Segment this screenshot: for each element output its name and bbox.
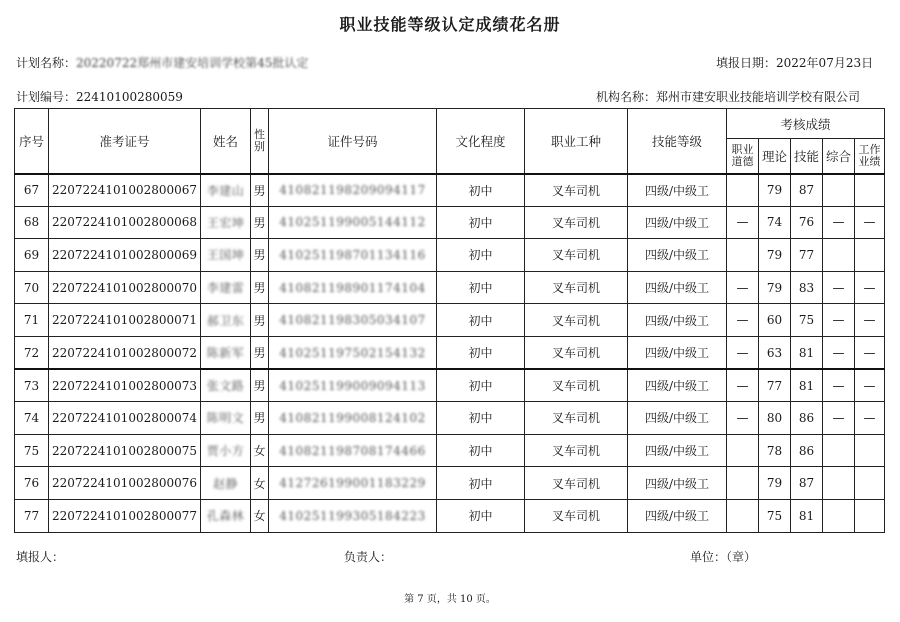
cell-seq: 72 xyxy=(15,336,49,369)
fill-date-value: 2022年07月23日 xyxy=(776,56,874,70)
cell-id-no xyxy=(269,499,437,532)
cell-job: 叉车司机 xyxy=(525,499,628,532)
cell-name-value: 孔森林 xyxy=(206,509,245,524)
cell-theory: 77 xyxy=(759,369,791,402)
filler-label: 填报人： xyxy=(16,550,65,564)
cell-gender: 女 xyxy=(251,499,269,532)
cell-gender: 男 xyxy=(251,206,269,239)
cell-overall: — xyxy=(823,271,855,304)
cell-theory: 79 xyxy=(759,239,791,272)
cell-ethics xyxy=(727,434,759,467)
cell-level: 四级/中级工 xyxy=(628,271,727,304)
page-indicator: 第 7 页，共 10 页。 xyxy=(404,594,496,605)
cell-name xyxy=(201,336,251,369)
col-seq: 序号 xyxy=(15,109,49,174)
cell-overall: — xyxy=(823,369,855,402)
cell-gender: 女 xyxy=(251,434,269,467)
cell-seq: 67 xyxy=(15,174,49,207)
cell-gender: 男 xyxy=(251,271,269,304)
table-row xyxy=(15,174,885,207)
cell-work-performance: — xyxy=(855,369,885,402)
cell-work-performance: — xyxy=(855,206,885,239)
cell-id-no-value: 410821198209094117 xyxy=(279,183,426,198)
cell-education: 初中 xyxy=(437,336,525,369)
cell-exam-no: 2207224101002800072 xyxy=(49,336,201,369)
cell-ethics xyxy=(727,467,759,500)
cell-exam-no: 2207224101002800069 xyxy=(49,239,201,272)
cell-gender: 女 xyxy=(251,467,269,500)
cell-seq: 71 xyxy=(15,304,49,337)
cell-name xyxy=(201,239,251,272)
cell-id-no-value: 410821198901174104 xyxy=(279,280,426,295)
cell-name xyxy=(201,369,251,402)
cell-seq: 70 xyxy=(15,271,49,304)
cell-skill: 76 xyxy=(791,206,823,239)
cell-work-performance xyxy=(855,434,885,467)
cell-name xyxy=(201,174,251,207)
table-row xyxy=(15,206,885,239)
cell-seq: 75 xyxy=(15,434,49,467)
col-name: 姓名 xyxy=(201,109,251,174)
table-row xyxy=(15,467,885,500)
cell-level: 四级/中级工 xyxy=(628,336,727,369)
cell-job: 叉车司机 xyxy=(525,336,628,369)
fill-date-label: 填报日期： xyxy=(716,56,777,70)
cell-name xyxy=(201,271,251,304)
responsible-label: 负责人： xyxy=(344,550,393,564)
table-row xyxy=(15,499,885,532)
cell-level: 四级/中级工 xyxy=(628,434,727,467)
cell-exam-no: 2207224101002800074 xyxy=(49,402,201,435)
cell-skill: 86 xyxy=(791,434,823,467)
cell-job: 叉车司机 xyxy=(525,174,628,207)
cell-skill: 87 xyxy=(791,467,823,500)
col-id-no: 证件号码 xyxy=(269,109,437,174)
cell-theory: 79 xyxy=(759,174,791,207)
cell-skill: 87 xyxy=(791,174,823,207)
cell-exam-no: 2207224101002800067 xyxy=(49,174,201,207)
cell-work-performance: — xyxy=(855,402,885,435)
org-name xyxy=(596,88,860,105)
cell-education: 初中 xyxy=(437,499,525,532)
cell-ethics: — xyxy=(727,369,759,402)
cell-job: 叉车司机 xyxy=(525,206,628,239)
cell-exam-no: 2207224101002800073 xyxy=(49,369,201,402)
plan-no-value: 22410100280059 xyxy=(76,90,183,104)
cell-overall: — xyxy=(823,336,855,369)
cell-seq: 76 xyxy=(15,467,49,500)
cell-education: 初中 xyxy=(437,402,525,435)
cell-level: 四级/中级工 xyxy=(628,239,727,272)
cell-overall xyxy=(823,174,855,207)
col-ethics: 职业道德 xyxy=(727,139,759,174)
cell-id-no xyxy=(269,271,437,304)
cell-exam-no: 2207224101002800077 xyxy=(49,499,201,532)
cell-overall xyxy=(823,467,855,500)
cell-theory: 74 xyxy=(759,206,791,239)
cell-ethics: — xyxy=(727,304,759,337)
cell-education: 初中 xyxy=(437,369,525,402)
cell-education: 初中 xyxy=(437,271,525,304)
cell-work-performance xyxy=(855,174,885,207)
cell-work-performance xyxy=(855,239,885,272)
cell-gender: 男 xyxy=(251,304,269,337)
cell-ethics: — xyxy=(727,402,759,435)
cell-theory: 60 xyxy=(759,304,791,337)
cell-id-no-value: 410251198701134116 xyxy=(279,247,426,262)
table-row xyxy=(15,239,885,272)
score-roster-table xyxy=(14,108,885,533)
cell-exam-no: 2207224101002800076 xyxy=(49,467,201,500)
table-row xyxy=(15,369,885,402)
cell-theory: 63 xyxy=(759,336,791,369)
cell-id-no-value: 412726199001183229 xyxy=(279,476,426,491)
plan-name xyxy=(16,54,308,71)
cell-level: 四级/中级工 xyxy=(628,467,727,500)
cell-exam-no: 2207224101002800071 xyxy=(49,304,201,337)
cell-ethics xyxy=(727,239,759,272)
cell-ethics xyxy=(727,174,759,207)
cell-level: 四级/中级工 xyxy=(628,369,727,402)
cell-ethics: — xyxy=(727,336,759,369)
cell-gender: 男 xyxy=(251,174,269,207)
cell-id-no-value: 410251199005144112 xyxy=(279,215,426,230)
cell-exam-no: 2207224101002800070 xyxy=(49,271,201,304)
col-theory: 理论 xyxy=(759,139,791,174)
cell-level: 四级/中级工 xyxy=(628,499,727,532)
cell-id-no-value: 410251197502154132 xyxy=(279,345,426,360)
cell-id-no-value: 410251199305184223 xyxy=(279,508,426,523)
col-level: 技能等级 xyxy=(628,109,727,174)
cell-theory: 79 xyxy=(759,467,791,500)
cell-name-value: 张文路 xyxy=(206,379,245,394)
cell-id-no xyxy=(269,402,437,435)
cell-skill: 81 xyxy=(791,336,823,369)
cell-work-performance: — xyxy=(855,304,885,337)
cell-overall xyxy=(823,239,855,272)
cell-education: 初中 xyxy=(437,304,525,337)
table-row xyxy=(15,336,885,369)
col-work-performance: 工作业绩 xyxy=(855,139,885,174)
cell-overall: — xyxy=(823,206,855,239)
cell-education: 初中 xyxy=(437,206,525,239)
cell-id-no-value: 410821198305034107 xyxy=(279,313,426,328)
fill-date xyxy=(716,54,873,71)
cell-education: 初中 xyxy=(437,467,525,500)
cell-work-performance xyxy=(855,499,885,532)
cell-education: 初中 xyxy=(437,239,525,272)
plan-name-label: 计划名称： xyxy=(16,56,77,70)
cell-name-value: 郝卫东 xyxy=(206,313,245,328)
cell-id-no xyxy=(269,467,437,500)
cell-ethics: — xyxy=(727,271,759,304)
col-skill: 技能 xyxy=(791,139,823,174)
cell-name xyxy=(201,434,251,467)
cell-gender: 男 xyxy=(251,239,269,272)
cell-name xyxy=(201,402,251,435)
cell-gender: 男 xyxy=(251,336,269,369)
col-education: 文化程度 xyxy=(437,109,525,174)
cell-job: 叉车司机 xyxy=(525,467,628,500)
cell-name-value: 贾小方 xyxy=(206,444,245,459)
cell-work-performance: — xyxy=(855,336,885,369)
cell-id-no-value: 410821198708174466 xyxy=(279,443,426,458)
table-row xyxy=(15,402,885,435)
unit-seal-label: 单位：（章） xyxy=(690,550,757,564)
cell-seq: 68 xyxy=(15,206,49,239)
cell-name-value: 赵静 xyxy=(212,476,238,491)
cell-seq: 74 xyxy=(15,402,49,435)
cell-overall xyxy=(823,499,855,532)
cell-id-no-value: 410251199009094113 xyxy=(279,378,426,393)
cell-name-value: 李建雷 xyxy=(206,281,245,296)
cell-theory: 80 xyxy=(759,402,791,435)
cell-skill: 86 xyxy=(791,402,823,435)
cell-work-performance xyxy=(855,467,885,500)
cell-education: 初中 xyxy=(437,434,525,467)
cell-job: 叉车司机 xyxy=(525,369,628,402)
cell-overall: — xyxy=(823,304,855,337)
cell-overall: — xyxy=(823,402,855,435)
cell-job: 叉车司机 xyxy=(525,402,628,435)
cell-skill: 77 xyxy=(791,239,823,272)
cell-id-no xyxy=(269,434,437,467)
org-name-value: 郑州市建安职业技能培训学校有限公司 xyxy=(656,90,861,104)
cell-exam-no: 2207224101002800075 xyxy=(49,434,201,467)
cell-id-no xyxy=(269,174,437,207)
col-gender: 性别 xyxy=(251,109,269,174)
cell-name xyxy=(201,467,251,500)
cell-name-value: 王宏坤 xyxy=(206,215,245,230)
cell-level: 四级/中级工 xyxy=(628,174,727,207)
table-row xyxy=(15,271,885,304)
cell-level: 四级/中级工 xyxy=(628,304,727,337)
cell-seq: 77 xyxy=(15,499,49,532)
cell-id-no xyxy=(269,369,437,402)
cell-ethics: — xyxy=(727,206,759,239)
cell-theory: 78 xyxy=(759,434,791,467)
cell-id-no xyxy=(269,206,437,239)
cell-name xyxy=(201,499,251,532)
cell-skill: 81 xyxy=(791,499,823,532)
cell-level: 四级/中级工 xyxy=(628,206,727,239)
cell-name-value: 陈新军 xyxy=(206,346,245,361)
cell-seq: 69 xyxy=(15,239,49,272)
cell-id-no xyxy=(269,239,437,272)
cell-job: 叉车司机 xyxy=(525,304,628,337)
cell-name-value: 王国坤 xyxy=(206,248,245,263)
table-body xyxy=(15,174,885,533)
col-exam-no: 准考证号 xyxy=(49,109,201,174)
cell-exam-no: 2207224101002800068 xyxy=(49,206,201,239)
cell-gender: 男 xyxy=(251,402,269,435)
org-name-label: 机构名称： xyxy=(596,90,657,104)
col-overall: 综合 xyxy=(823,139,855,174)
cell-skill: 81 xyxy=(791,369,823,402)
cell-skill: 75 xyxy=(791,304,823,337)
page-title: 职业技能等级认定成绩花名册 xyxy=(339,15,561,34)
col-job: 职业工种 xyxy=(525,109,628,174)
cell-level: 四级/中级工 xyxy=(628,402,727,435)
plan-no-label: 计划编号： xyxy=(16,90,77,104)
cell-gender: 男 xyxy=(251,369,269,402)
table-row xyxy=(15,434,885,467)
cell-job: 叉车司机 xyxy=(525,239,628,272)
cell-education: 初中 xyxy=(437,174,525,207)
cell-name-value: 李建山 xyxy=(206,183,245,198)
cell-skill: 83 xyxy=(791,271,823,304)
plan-no xyxy=(16,88,183,105)
cell-id-no-value: 410821199008124102 xyxy=(279,410,426,425)
plan-name-value: 20220722郑州市建安培训学校第45批认定 xyxy=(76,56,309,70)
cell-id-no xyxy=(269,336,437,369)
cell-theory: 79 xyxy=(759,271,791,304)
cell-job: 叉车司机 xyxy=(525,271,628,304)
cell-job: 叉车司机 xyxy=(525,434,628,467)
cell-id-no xyxy=(269,304,437,337)
cell-name xyxy=(201,206,251,239)
cell-name xyxy=(201,304,251,337)
cell-seq: 73 xyxy=(15,369,49,402)
cell-overall xyxy=(823,434,855,467)
col-scores-group: 考核成绩 xyxy=(727,109,885,139)
cell-name-value: 陈明文 xyxy=(206,411,245,426)
cell-theory: 75 xyxy=(759,499,791,532)
cell-work-performance: — xyxy=(855,271,885,304)
table-row xyxy=(15,304,885,337)
cell-ethics xyxy=(727,499,759,532)
